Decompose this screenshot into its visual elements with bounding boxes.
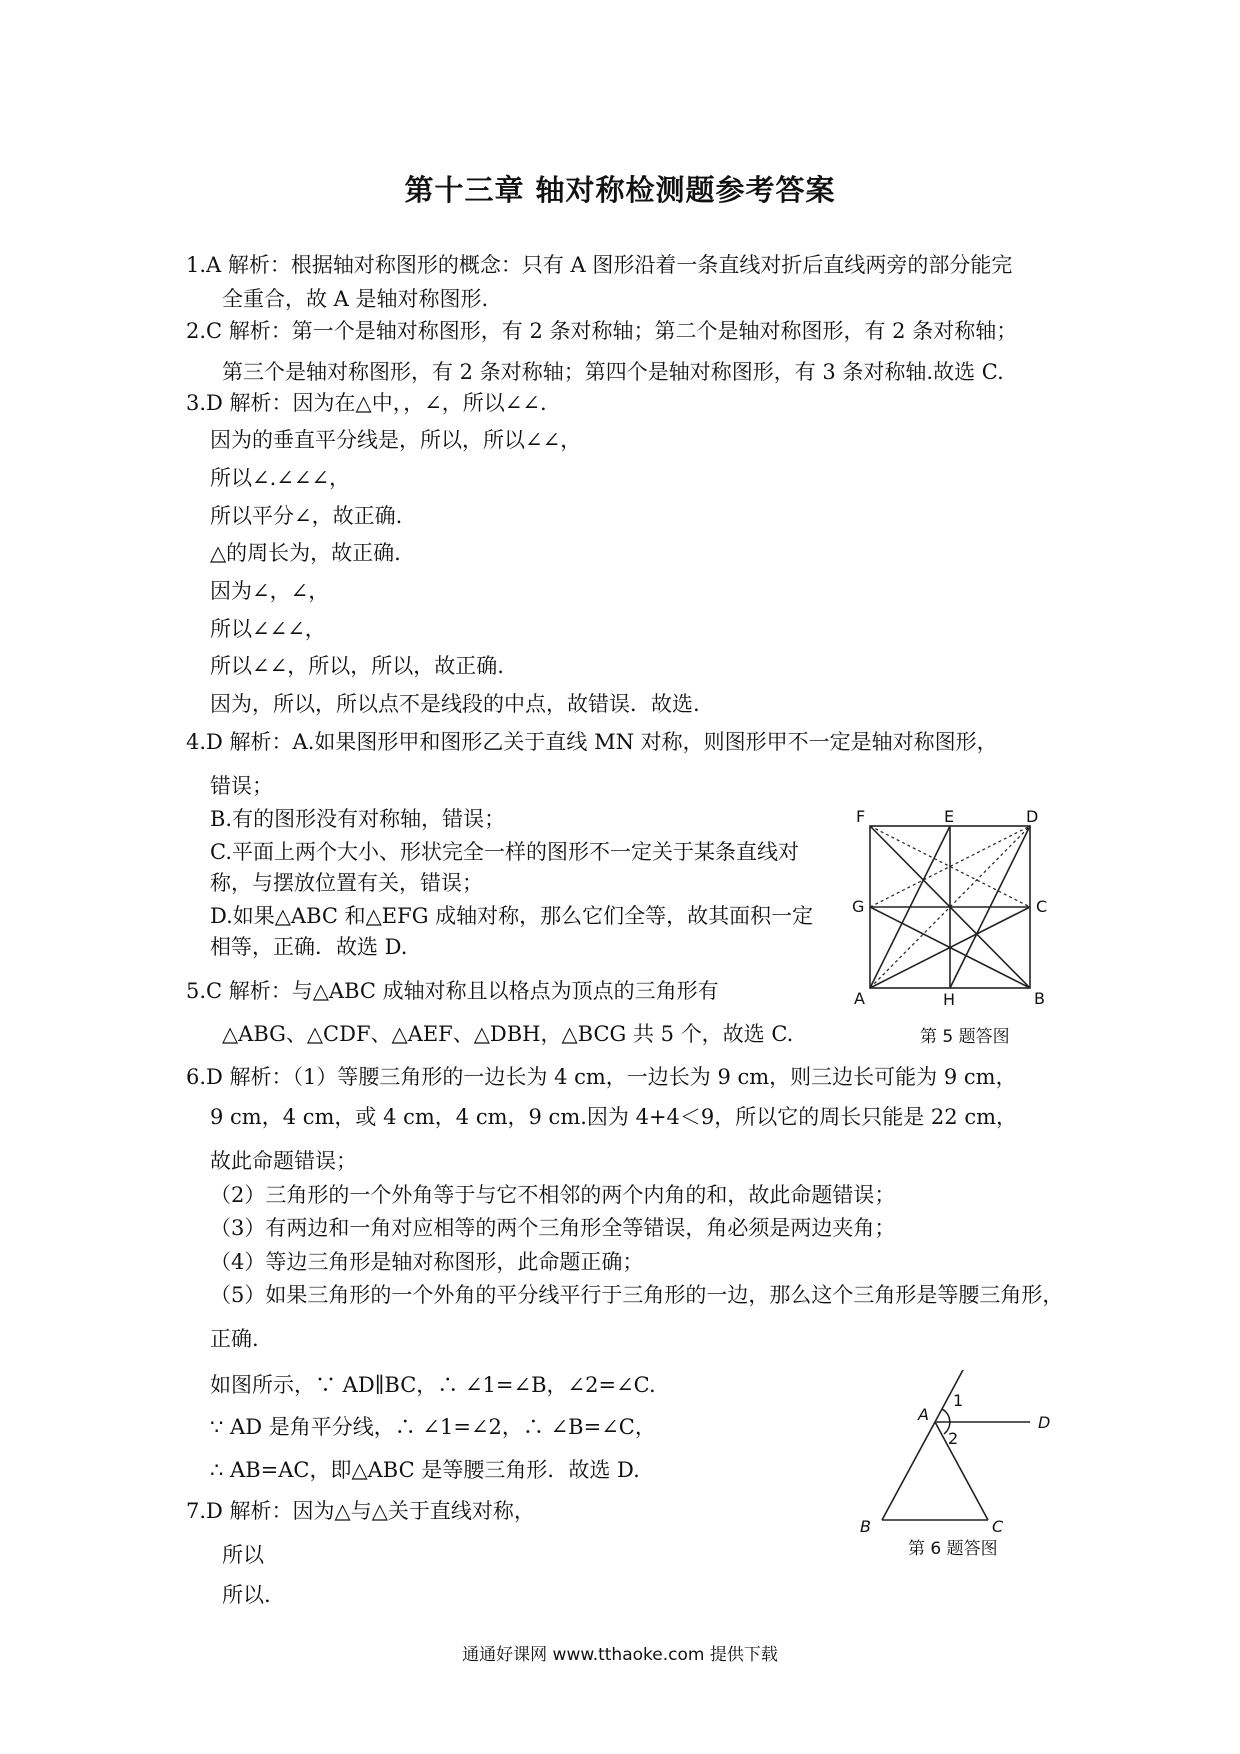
answer-4-line-1: 4.D 解析：A.如果图形甲和图形乙关于直线 MN 对称，则图形甲不一定是轴对称图形，: [186, 730, 998, 754]
page-title: 第十三章 轴对称检测题参考答案: [404, 173, 836, 207]
answer-5-line-1: 5.C 解析：与△ABC 成轴对称且以格点为顶点的三角形有: [186, 979, 719, 1003]
answer-6-line-11: ∴ AB=AC，即△ABC 是等腰三角形．故选 D.: [210, 1458, 640, 1482]
figure-6-triangle: [840, 1370, 1070, 1540]
fig5-label-C: C: [1036, 897, 1048, 916]
answer-6-line-8: 正确.: [210, 1327, 259, 1351]
answer-4-line-3: B.有的图形没有对称轴，错误；: [210, 807, 506, 831]
answer-6-line-5: （3）有两边和一角对应相等的两个三角形全等错误，角必须是两边夹角；: [210, 1216, 896, 1240]
fig5-label-B: B: [1034, 989, 1045, 1008]
answer-2-line-1: 2.C 解析：第一个是轴对称图形，有 2 条对称轴；第二个是轴对称图形，有 2 条对称轴；: [186, 319, 1018, 343]
answer-3-line-7: 所以∠∠∠，: [210, 617, 326, 641]
answer-6-line-7: （5）如果三角形的一个外角的平分线平行于三角形的一边，那么这个三角形是等腰三角形，: [210, 1283, 1064, 1307]
answer-3-line-1: 3.D 解析：因为在△中，，∠，所以∠∠.: [186, 391, 547, 415]
answer-4-line-6: D.如果△ABC 和△EFG 成轴对称，那么它们全等，故其面积一定: [210, 904, 814, 928]
answer-6-line-4: （2）三角形的一个外角等于与它不相邻的两个内角的和，故此命题错误；: [210, 1183, 896, 1207]
answer-6-line-1: 6.D 解析：（1）等腰三角形的一边长为 4 cm，一边长为 9 cm，则三边长可能为 9 cm，: [186, 1065, 1017, 1089]
answer-1-line-2: 全重合，故 A 是轴对称图形.: [222, 287, 489, 311]
fig5-label-F: F: [856, 808, 866, 826]
fig5-label-G: G: [852, 897, 865, 916]
answer-6-line-3: 故此命题错误；: [210, 1149, 357, 1173]
fig6-label-C: C: [992, 1517, 1004, 1536]
answer-6-line-10: ∵ AD 是角平分线，∴ ∠1=∠2，∴ ∠B=∠C，: [210, 1415, 656, 1439]
answer-5-line-2: △ABG、△CDF、△AEF、△DBH，△BCG 共 5 个，故选 C.: [222, 1022, 794, 1046]
answer-4-line-4: C.平面上两个大小、形状完全一样的图形不一定关于某条直线对: [210, 840, 799, 864]
answer-7-line-2: 所以: [222, 1543, 264, 1567]
fig5-label-E: E: [944, 808, 955, 826]
fig6-label-B: B: [860, 1517, 871, 1536]
fig5-label-D: D: [1026, 808, 1039, 826]
answer-3-line-8: 所以∠∠，所以，所以，故正确.: [210, 654, 504, 678]
answer-6-line-6: （4）等边三角形是轴对称图形，此命题正确；: [210, 1250, 644, 1274]
figure-5-caption: 第 5 题答图: [920, 1027, 1010, 1047]
answer-3-line-3: 所以∠.∠∠∠，: [210, 466, 351, 490]
answer-6-line-9: 如图所示，∵ AD∥BC，∴ ∠1=∠B，∠2=∠C.: [210, 1373, 656, 1397]
figure-6-caption: 第 6 题答图: [908, 1539, 998, 1559]
answer-2-line-2: 第三个是轴对称图形，有 2 条对称轴；第四个是轴对称图形，有 3 条对称轴.故选 C.: [222, 360, 1004, 384]
figure-5-grid: [850, 808, 1050, 1008]
fig6-label-D: D: [1038, 1413, 1051, 1432]
fig6-label-1: 1: [953, 1391, 964, 1410]
answer-7-line-3: 所以.: [222, 1583, 271, 1607]
answer-7-line-1: 7.D 解析：因为△与△关于直线对称，: [186, 1499, 535, 1523]
answer-3-line-9: 因为，所以，所以点不是线段的中点，故错误．故选.: [210, 692, 700, 716]
fig6-side-AC: [935, 1422, 988, 1520]
answer-1-line-1: 1.A 解析：根据轴对称图形的概念：只有 A 图形沿着一条直线对折后直线两旁的部分能完: [186, 253, 1013, 277]
answer-4-line-2: 错误；: [210, 774, 273, 798]
answer-3-line-5: △的周长为，故正确.: [210, 541, 401, 565]
fig5-label-A: A: [854, 989, 865, 1008]
answer-3-line-2: 因为的垂直平分线是，所以，所以∠∠，: [210, 428, 582, 452]
fig6-label-A: A: [918, 1405, 929, 1424]
fig5-label-H: H: [943, 990, 956, 1008]
fig6-label-2: 2: [948, 1429, 959, 1448]
answer-6-line-2: 9 cm，4 cm，或 4 cm，4 cm，9 cm.因为 4+4＜9，所以它的周长只能是 22 cm，: [210, 1105, 1018, 1129]
answer-3-line-6: 因为∠，∠，: [210, 579, 330, 603]
footer-source: 通通好课网 www.tthaoke.com 提供下载: [462, 1645, 778, 1665]
answer-4-line-5: 称，与摆放位置有关，错误；: [210, 871, 483, 895]
fig6-side-AB: [882, 1422, 935, 1520]
answer-4-line-7: 相等，正确．故选 D.: [210, 935, 408, 959]
answer-3-line-4: 所以平分∠，故正确.: [210, 504, 403, 528]
